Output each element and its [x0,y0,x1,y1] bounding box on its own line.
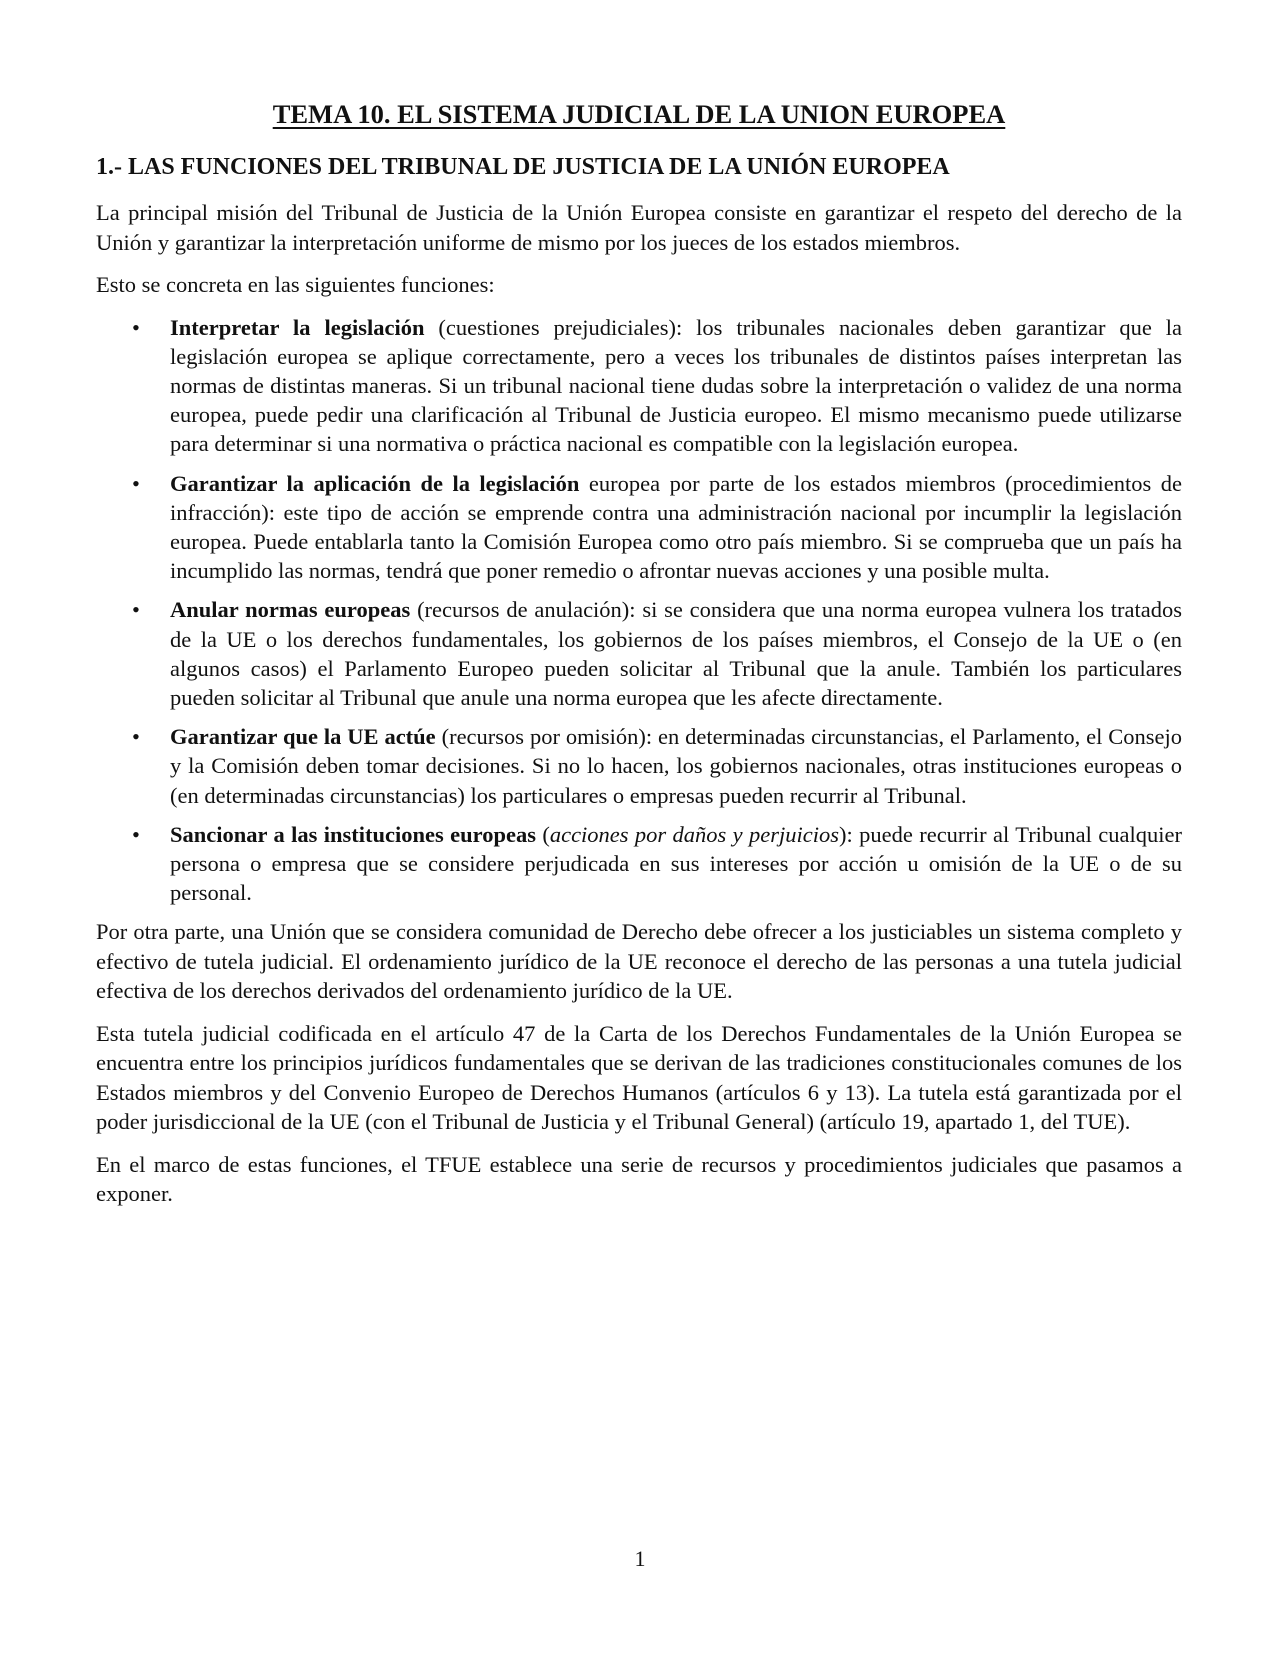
function-text: (recursos de anulación): si se considera que una norma europea vulnera los tratados de la UE o los derechos fundamentales, los gobiernos de los países miembros, el Consejo de la UE o (en algunos casos) el Parlamento Europeo pueden solicitar al Tribunal que la anule. También los particulares pueden solicitar al Tribunal que anule una norma europea que les afecte directamente. [170,597,1182,710]
function-item-interpretar [96,313,1182,459]
paragraph-articulo-47: Esta tutela judicial codificada en el artículo 47 de la Carta de los Derechos Fundamentales de la Unión Europea se encuentra entre los principios jurídicos fundamentales que se derivan de las tradiciones constitucionales comunes de los Estados miembros y del Convenio Europeo de Derechos Humanos (artículos 6 y 13). La tutela está garantizada por el poder jurisdiccional de la UE (con el Tribunal de Justicia y el Tribunal General) (artículo 19, apartado 1, del TUE). [96,1020,1182,1135]
function-text: europea por parte de los estados miembros (procedimientos de infracción): este tipo de acción se emprende contra una administración nacional por incumplir la legislación europea. Puede entablarla tanto la Comisión Europea como otro país miembro. Si se comprueba que un país ha incumplido las normas, tendrá que poner remedio o afrontar nuevas acciones y una posible multa. [170,470,1182,584]
function-text-open: ( [535,821,550,847]
bullet: • [132,724,140,750]
function-item-garantizar-actue [96,722,1182,810]
bullet: • [132,597,140,623]
function-text: (cuestiones prejudiciales): los tribunales nacionales deben garantizar que la legislación europea se aplique correctamente, pero a veces los tribunales de distintos países interpretan las normas de distintas maneras. Si un tribunal nacional tiene dudas sobre la interpretación o validez de una norma europea, puede pedir una clarificación al Tribunal de Justicia europeo. El mismo mecanismo puede utilizarse para determinar si una normativa o práctica nacional es compatible con la legislación europea. [170,314,1182,457]
paragraph-tutela: Por otra parte, una Unión que se considera comunidad de Derecho debe ofrecer a los justiciables un sistema completo y efectivo de tutela judicial. El ordenamiento jurídico de la UE reconoce el derecho de las personas a una tutela judicial efectiva de los derechos derivados del ordenamiento jurídico de la UE. [96,919,1182,1004]
function-text: (recursos por omisión): en determinadas circunstancias, el Parlamento, el Consejo y la Comisión deben tomar decisiones. Si no lo hacen, los gobiernos nacionales, otras instituciones europeas o (en determinadas circunstancias) los particulares o empresas pueden recurrir al Tribunal. [170,724,1182,808]
function-item-sancionar [96,820,1182,908]
document-page [96,94,1182,1222]
functions-list [96,313,1182,908]
function-italic: acciones por daños y perjuicios [549,821,840,847]
function-title: Anular normas europeas [170,597,411,623]
bullet: • [132,314,140,340]
page-number: 1 [634,1546,646,1571]
function-title: Garantizar la aplicación de la legislación [170,470,580,496]
function-title: Sancionar a las instituciones europeas [170,821,536,847]
function-text: ): puede recurrir al Tribunal cualquier persona o empresa que se considere perjudicada en sus intereses por acción u omisión de la UE o de su personal. [170,821,1182,906]
bullet: • [132,470,140,496]
document-title: TEMA 10. EL SISTEMA JUDICIAL DE LA UNION EUROPEA [272,99,1006,129]
function-title: Interpretar la legislación [170,314,425,340]
paragraph-closing: En el marco de estas funciones, el TFUE establece una serie de recursos y procedimientos judiciales que pasamos a exponer. [96,1151,1182,1207]
section-heading: 1.- LAS FUNCIONES DEL TRIBUNAL DE JUSTICIA DE LA UNIÓN EUROPEA [96,154,950,180]
function-title: Garantizar que la UE actúe [170,724,436,750]
intro-paragraph: La principal misión del Tribunal de Justicia de la Unión Europea consiste en garantizar el respeto del derecho de la Unión y garantizar la interpretación uniforme de mismo por los jueces de los estados miembros. [96,200,1182,255]
function-item-anular [96,595,1182,712]
function-item-garantizar-aplicacion [96,469,1182,586]
functions-lead: Esto se concreta en las siguientes funciones: [96,272,495,297]
bullet: • [132,821,140,847]
